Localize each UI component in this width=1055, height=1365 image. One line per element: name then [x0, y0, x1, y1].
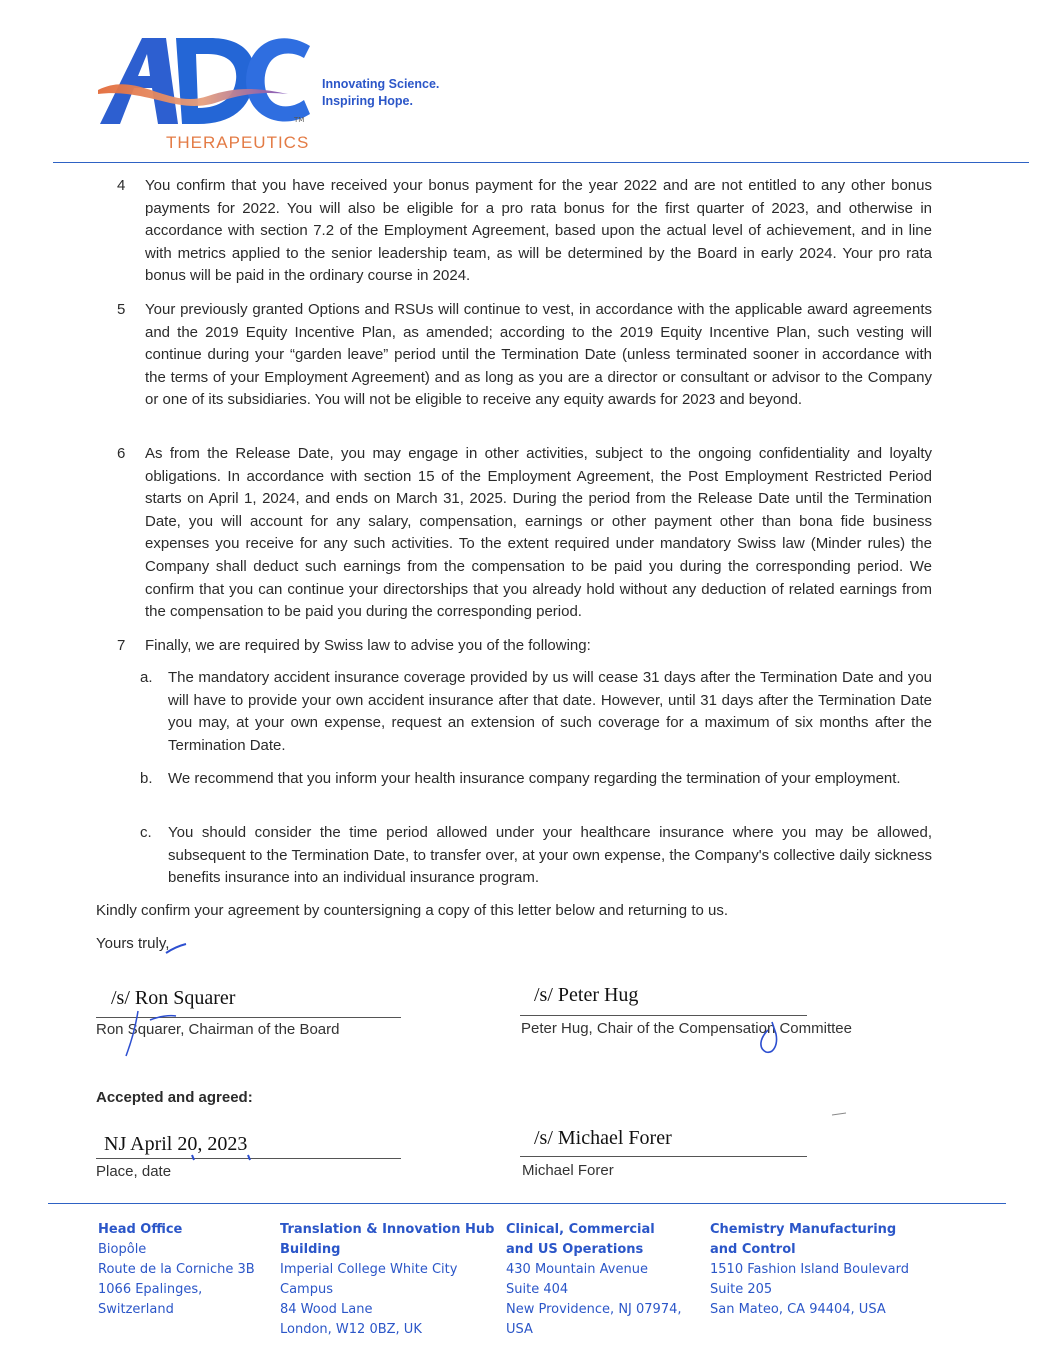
signature-hug: /s/ Peter Hug [534, 984, 639, 1006]
footer-heading: and Control [710, 1242, 796, 1257]
clause-text: You confirm that you have received your bonus payment for the year 2022 and are not entitled to any other bonus payments for 2022. You will also be eligible for a pro rata bonus for the first quarter of 2023, and otherwise in accordance with section 7.2 of the Employment Agreement, based upon the actual level of achievement, and in line with metrics applied to the senior leadership team, as will be determined by the Board in early 2024. Your pro rata bonus will be paid in the ordinary course in 2024. [145, 177, 932, 285]
tagline-line: Innovating Science. [322, 77, 440, 91]
clause-4 [96, 175, 932, 291]
clause-number: 6 [117, 445, 126, 462]
footer-line: Switzerland [98, 1302, 174, 1317]
subclause-text: The mandatory accident insurance coverage provided by us will cease 31 days after the Termination Date and you will have to provide your own accident insurance after that date. However, until 31 days after the Termination Date you may, at your own expense, request an extension of such coverage for a maximum of six months after the Termination Date. [168, 669, 932, 754]
footer-heading: Clinical, Commercial [506, 1222, 655, 1237]
clause-text: Finally, we are required by Swiss law to advise you of the following: [145, 637, 591, 654]
footer-line: USA [506, 1322, 533, 1337]
subclause-letter: c. [140, 824, 152, 841]
logo-subtitle: THERAPEUTICS [166, 133, 310, 152]
signature-line [520, 1015, 807, 1016]
footer-heading: and US Operations [506, 1242, 644, 1257]
clause-text: As from the Release Date, you may engage in other activities, subject to the ongoing confidentiality and loyalty obligations. In accordance with section 15 of the Employment Agreement, the Post Employment Restricted Period starts on April 1, 2024, and ends on March 31, 2025. During the period from the Release Date until the Termination Date, you will account for any salary, compensation, earnings or other payment other than bona fide business expenses you receive for any such activities. To the extent required under mandatory Swiss law (Minder rules) the Company shall deduct such earnings from the compensation to be paid you during the corresponding period. We confirm that you can continue your directorships that you already hold without any deduction of related earnings from the compensation to be paid you during the corresponding period. [145, 445, 932, 621]
signature-caption-place-date: Place, date [96, 1163, 172, 1180]
clause-5 [96, 299, 932, 437]
header-divider [53, 162, 1029, 163]
signature-caption-forer: Michael Forer [522, 1162, 614, 1179]
accepted-label: Accepted and agreed: [96, 1089, 253, 1106]
clause-number: 5 [117, 301, 126, 318]
logo-letter-a [100, 38, 178, 124]
clause-text: Your previously granted Options and RSUs will continue to vest, in accordance with the applicable award agreements and the 2019 Equity Incentive Plan, as amended; according to the 2019 Equity Incentive Plan, such vesting will continue during your “garden leave” period until the Termination Date (unless terminated sooner in accordance with the terms of your Employment Agreement) and as long as you are a director or consultant or advisor to the Company or one of its subsidiaries. You will not be eligible to receive any equity awards for 2023 and beyond. [145, 301, 932, 409]
signature-line [96, 1158, 401, 1159]
footer-line: Suite 205 [710, 1282, 773, 1297]
signature-forer: /s/ Michael Forer [534, 1127, 672, 1149]
footer-line: Suite 404 [506, 1282, 569, 1297]
clause-number: 7 [117, 637, 126, 654]
footer-innovation-hub [280, 1220, 494, 1340]
footer-heading: Translation & Innovation Hub [280, 1222, 495, 1237]
closing-salutation: Yours truly, [96, 935, 170, 952]
signature-place-date: NJ April 20, 2023 [104, 1133, 248, 1155]
footer-line: San Mateo, CA 94404, USA [710, 1302, 886, 1317]
logo-letter-c [246, 38, 310, 121]
signature-caption-squarer: Ron Squarer, Chairman of the Board [96, 1021, 340, 1038]
footer-line: Biopôle [98, 1242, 147, 1257]
clause-6 [96, 443, 932, 627]
subclause-text: You should consider the time period allowed under your healthcare insurance where you may be allowed, subsequent to the Termination Date, to transfer over, at your own expense, the Company's collective daily sickness benefits insurance into an individual insurance program. [168, 824, 932, 887]
signature-line [96, 1017, 401, 1018]
tagline-line: Inspiring Hope. [322, 94, 413, 108]
footer-line: 1510 Fashion Island Boulevard [710, 1262, 909, 1277]
footer-heading: Chemistry Manufacturing [710, 1222, 897, 1237]
footer-divider [48, 1203, 1006, 1204]
footer-us-operations [506, 1220, 682, 1340]
footer-line: 430 Mountain Avenue [506, 1262, 648, 1277]
footer-heading: Head Office [98, 1222, 183, 1237]
footer-line: Campus [280, 1282, 333, 1297]
signature-line [520, 1156, 807, 1157]
tagline [322, 76, 439, 110]
clause-7 [96, 635, 932, 659]
confirm-paragraph: Kindly confirm your agreement by countersigning a copy of this letter below and returning to us. [96, 902, 729, 919]
footer-manufacturing [710, 1220, 909, 1320]
subclause-letter: b. [140, 770, 153, 787]
footer-line: 1066 Epalinges, [98, 1282, 203, 1297]
signature-caption-hug: Peter Hug, Chair of the Compensation Committee [521, 1020, 852, 1037]
clause-number: 4 [117, 177, 126, 194]
adc-logo [98, 30, 320, 130]
footer-line: 84 Wood Lane [280, 1302, 373, 1317]
signature-squarer: /s/ Ron Squarer [111, 987, 236, 1009]
subclause-text: We recommend that you inform your health insurance company regarding the termination of your employment. [168, 770, 901, 787]
footer-line: Imperial College White City [280, 1262, 458, 1277]
footer-line: New Providence, NJ 07974, [506, 1302, 682, 1317]
footer-line: Route de la Corniche 3B [98, 1262, 255, 1277]
footer-line: London, W12 0BZ, UK [280, 1322, 422, 1337]
logo-letter-d [176, 38, 255, 124]
footer-heading: Building [280, 1242, 341, 1257]
subclause-letter: a. [140, 669, 153, 686]
svg-text:TM: TM [294, 116, 305, 124]
footer-head-office [98, 1220, 255, 1320]
